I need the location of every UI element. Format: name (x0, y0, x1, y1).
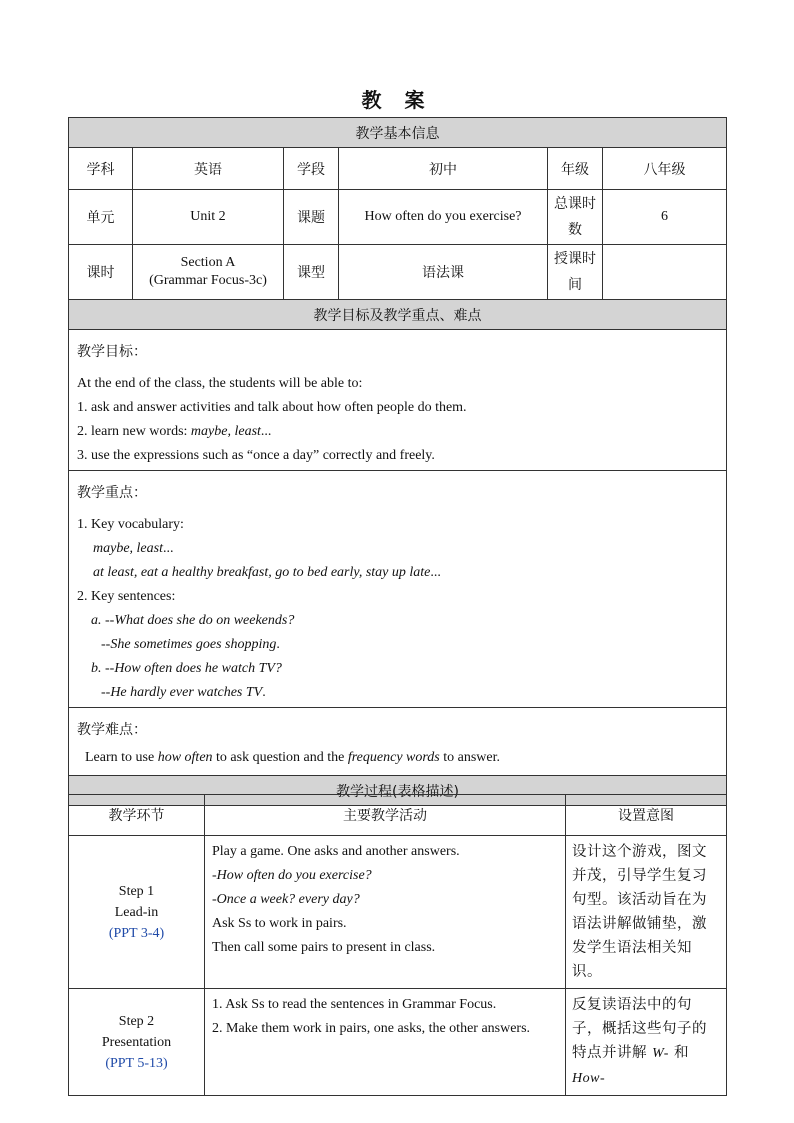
objectives-heading: 教学目标： (77, 344, 147, 360)
period-line-2: (Grammar Focus-3c) (149, 273, 267, 288)
step-1-ppt: (PPT 3-4) (108, 925, 165, 941)
grade-label: 年级 (548, 148, 603, 190)
document-title: 教 案 (361, 88, 433, 112)
stage-value: 初中 (339, 148, 548, 190)
col-activity-header: 主要教学活动 (205, 795, 566, 836)
basic-info-header: 教学基本信息 (69, 118, 727, 148)
type-label: 课型 (284, 245, 339, 300)
step-1-activity-3: -Once a week? every day? (212, 892, 360, 907)
teach-time-label: 授课时间 (548, 245, 603, 300)
lesson-plan-table (68, 117, 727, 806)
total-hours-value: 6 (603, 190, 727, 245)
stage-label: 学段 (284, 148, 339, 190)
objectives-section (69, 330, 727, 471)
step-2-activities (205, 989, 566, 1096)
period-label: 课时 (69, 245, 133, 300)
step-2-stage: Presentation (101, 1034, 172, 1050)
step-2-number: Step 2 (118, 1013, 155, 1029)
subject-label: 学科 (69, 148, 133, 190)
difficulty-section (69, 708, 727, 776)
key-points-section (69, 471, 727, 708)
step-2-cell (69, 989, 205, 1096)
key-vocab-line-2 (77, 561, 718, 585)
step-2-purpose (566, 989, 727, 1096)
teach-time-value (603, 245, 727, 300)
key-vocab-1-suffix: ... (162, 541, 174, 556)
process-table (68, 794, 727, 1096)
objective-item-3: 3. use the expressions such as “once a day” correctly and freely. (77, 448, 435, 463)
difficulty-how-often: how often (157, 750, 213, 765)
process-header: 教学过程(表格描述) (69, 776, 727, 806)
key-vocab-1: maybe, least (93, 541, 163, 556)
key-vocab-line-1 (77, 537, 718, 561)
key-sentence-b-answer-text: --He hardly ever watches TV (101, 685, 263, 700)
key-sentence-a-question: a. --What does she do on weekends? (91, 613, 295, 628)
step-2-purpose-how: How- (572, 1071, 606, 1086)
difficulty-part-3: to ask question and the (212, 750, 348, 765)
step-1-activity-2: -How often do you exercise? (212, 868, 372, 883)
objective-item-1: 1. ask and answer activities and talk about how often people do them. (77, 400, 467, 415)
type-value: 语法课 (339, 245, 548, 300)
key-sentence-a-answer-text: --She sometimes goes shopping (101, 637, 277, 652)
objectives-intro: At the end of the class, the students will be able to: (77, 376, 363, 391)
grade-value: 八年级 (603, 148, 727, 190)
difficulty-part-1: Learn to use (85, 750, 158, 765)
col-purpose-header: 设置意图 (566, 795, 727, 836)
step-2-purpose-w: W- (652, 1046, 669, 1061)
objective-item-2-suffix: ... (260, 424, 272, 439)
key-sentence-b-period: . (262, 685, 266, 700)
unit-value: Unit 2 (133, 190, 284, 245)
step-1-cell (69, 836, 205, 989)
step-1-activity-1: Play a game. One asks and another answers. (212, 844, 460, 859)
difficulty-part-5: to answer. (439, 750, 501, 765)
step-1-activity-4: Ask Ss to work in pairs. (212, 916, 347, 931)
step-2-purpose-text: 反复读语法中的句子，概括这些句子的特点并讲解 (572, 997, 707, 1061)
goals-header: 教学目标及教学重点、难点 (69, 300, 727, 330)
subject-value: 英语 (133, 148, 284, 190)
key-sentence-a-period: . (276, 637, 280, 652)
objective-item-2-prefix: 2. learn new words: (77, 424, 191, 439)
total-hours-label: 总课时数 (548, 190, 603, 245)
step-1-activity-5: Then call some pairs to present in class. (212, 940, 436, 955)
difficulty-heading: 教学难点： (77, 722, 147, 738)
step-2-ppt: (PPT 5-13) (105, 1055, 168, 1071)
key-vocab-2-suffix: ... (430, 565, 441, 580)
key-points-heading: 教学重点： (77, 485, 147, 501)
step-2-purpose-and: 和 (668, 1045, 690, 1061)
unit-label: 单元 (69, 190, 133, 245)
key-sentences-title: 2. Key sentences: (77, 589, 176, 604)
key-vocab-title: 1. Key vocabulary: (77, 517, 184, 532)
key-sentence-b-answer (77, 681, 718, 705)
key-sentence-a-answer (77, 633, 718, 657)
step-2-activity-1: 1. Ask Ss to read the sentences in Grammar Focus. (212, 997, 497, 1012)
step-1-number: Step 1 (118, 883, 155, 899)
col-step-header: 教学环节 (69, 795, 205, 836)
topic-value: How often do you exercise? (339, 190, 548, 245)
difficulty-frequency-words: frequency words (347, 750, 440, 765)
step-1-stage: Lead-in (114, 904, 159, 920)
step-1-purpose: 设计这个游戏，图文并茂，引导学生复习句型。该活动旨在为语法讲解做铺垫，激发学生语法相关知识。 (566, 836, 727, 989)
step-1-activities (205, 836, 566, 989)
period-value (133, 245, 284, 300)
objective-item-2 (77, 420, 718, 444)
step-2-activity-2: 2. Make them work in pairs, one asks, the other answers. (212, 1021, 531, 1036)
period-line-1: Section A (180, 255, 236, 270)
difficulty-text (77, 746, 718, 770)
key-vocab-2: at least, eat a healthy breakfast, go to bed early, stay up late (93, 565, 431, 580)
key-sentence-b-question: b. --How often does he watch TV? (91, 661, 282, 676)
objective-item-2-words: maybe, least (190, 424, 261, 439)
topic-label: 课题 (284, 190, 339, 245)
